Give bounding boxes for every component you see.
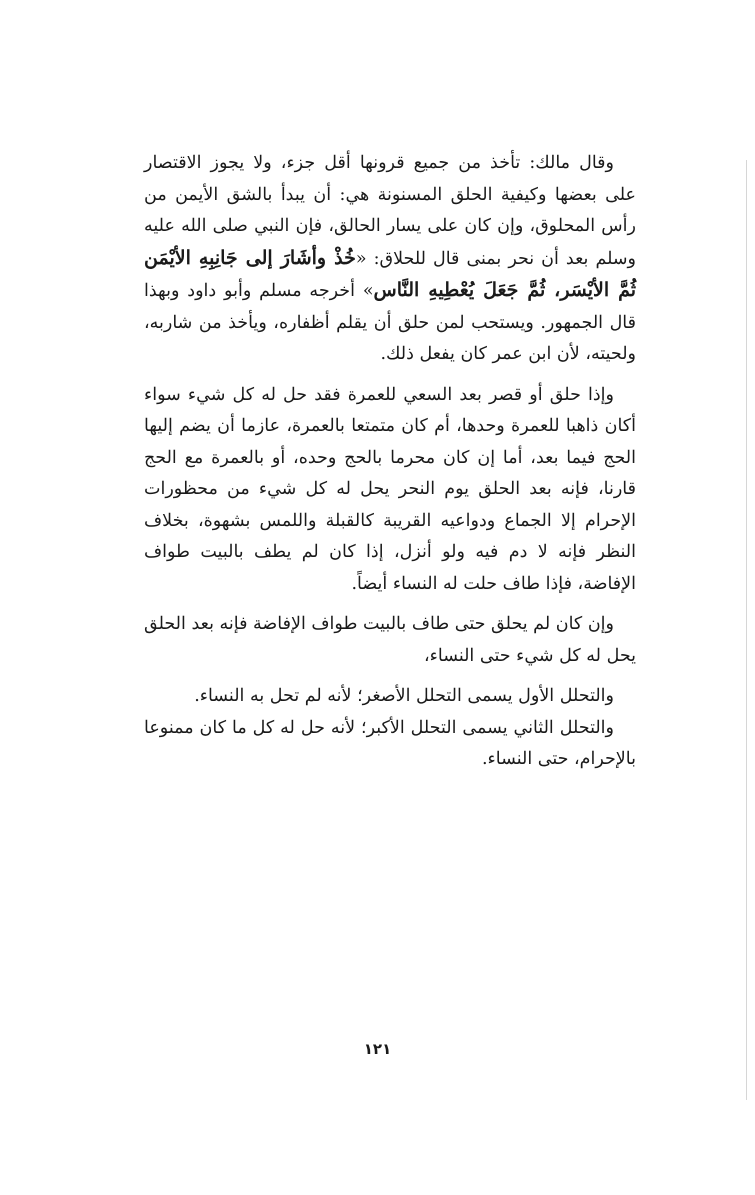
paragraph-umrah-release: وإذا حلق أو قصر بعد السعي للعمرة فقد حل له كل شيء سواء أكان ذاهبا للعمرة وحدها، أم كان متمتعا بالعمرة، عازما أن يضم إليها الحج فيما بعد، أما إن كان محرما بالحج وحده، أو بالعمرة مع الحج قارنا، فإنه بعد الحلق يوم النحر يحل له كل شيء من محظورات الإحرام إلا الجماع ودواعيه القريبة كالقبلة واللمس بشهوة، بخلاف النظر فإنه لا دم فيه ولو أنزل، إذا كان لم يطف بالبيت طواف الإفاضة، فإذا طاف حلت له النساء أيضاً.	[144, 384, 636, 594]
page-edge-line	[746, 160, 747, 1100]
paragraph-second-release: والتحلل الثاني يسمى التحلل الأكبر؛ لأنه حل له كل ما كان ممنوعا بالإحرام، حتى النساء.	[144, 717, 636, 769]
body-text	[144, 148, 636, 776]
paragraph-tawaf-ifada: وإن كان لم يحلق حتى طاف بالبيت طواف الإفاضة فإنه بعد الحلق يحل له كل شيء حتى النساء،	[144, 614, 636, 666]
paragraph-first-release: والتحلل الأول يسمى التحلل الأصغر؛ لأنه لم تحل به النساء.	[194, 686, 614, 706]
paragraph-text: وقال مالك: تأخذ من جميع قرونها أقل جزء، ولا يجوز الاقتصار على بعضها وكيفية الحلق المسنونة هي: أن يبدأ بالشق الأيمن من رأس المحلوق، وإن كان على يسار الحالق، فإن النبي صلى الله عليه وسلم بعد أن نحر بمنى قال للحلاق: «	[144, 153, 637, 269]
hadith-quote: خُذْ وأشَارَ إلى جَانِبِهِ الأيْمَن ثُمَّ الأيْسَر، ثُمَّ جَعَلَ يُعْطِيهِ النَّاس	[144, 246, 636, 301]
page-number: ١٢١	[363, 1040, 392, 1058]
paragraph-text: » أخرجه مسلم وأبو داود وبهذا قال الجمهور. ويستحب لمن حلق أن يقلم أظفاره، ويأخذ من شاربه، ولحيته، لأن ابن عمر كان يفعل ذلك.	[144, 281, 636, 364]
paragraph-shaving-method	[144, 148, 636, 371]
